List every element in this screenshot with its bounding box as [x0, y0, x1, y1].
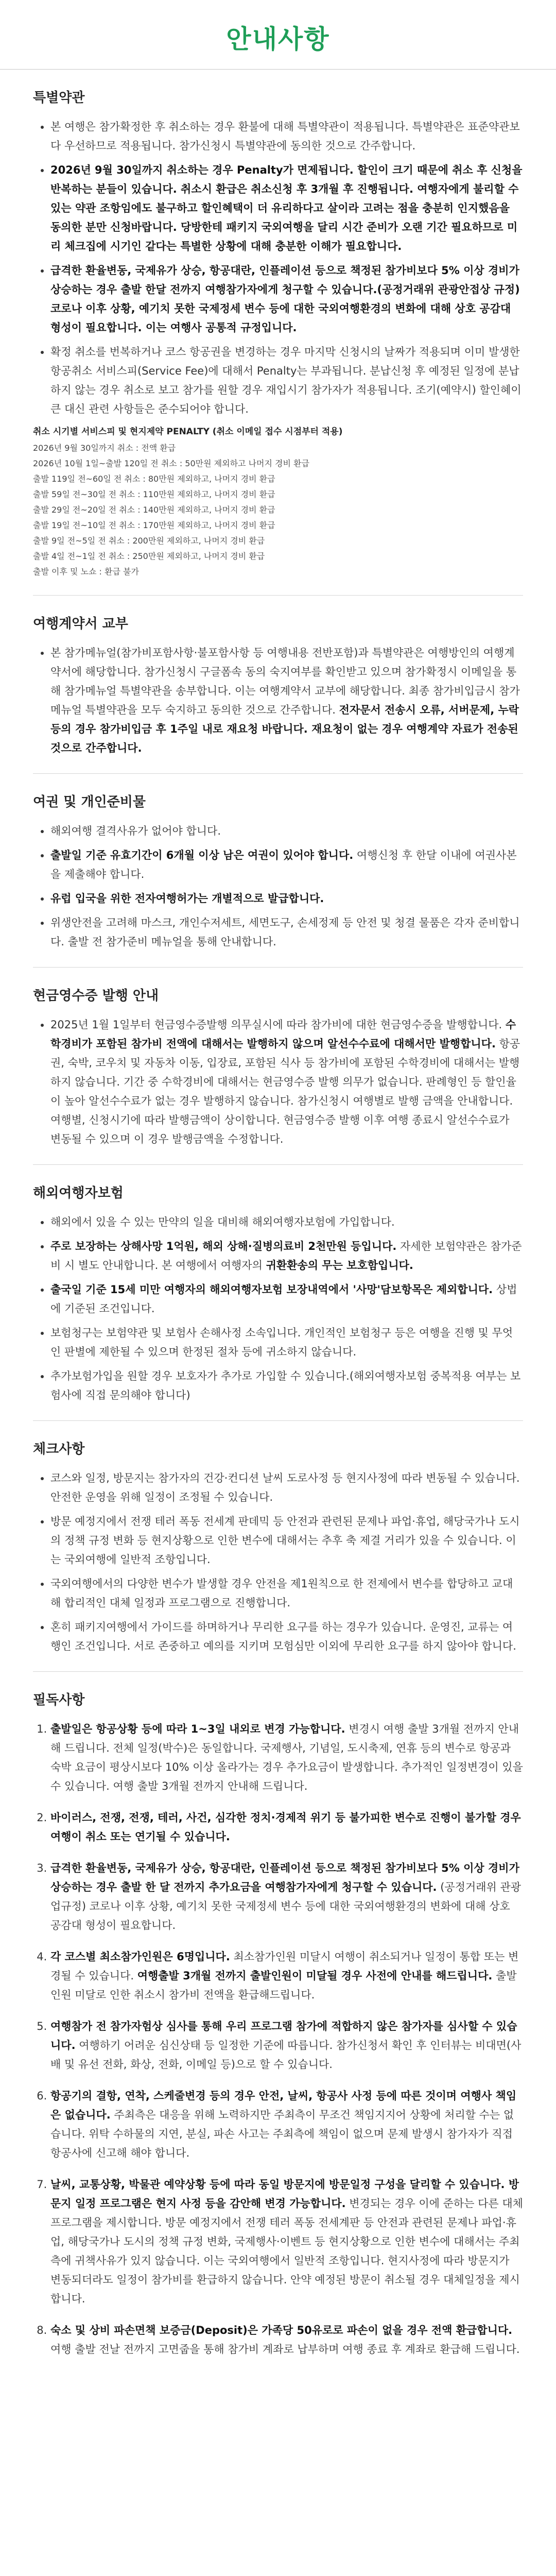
list-item [50, 1324, 523, 1362]
section-5 [0, 1165, 556, 1421]
bullet-list [33, 822, 523, 952]
bold-text: 귀환환송의 무는 보호함입니다. [266, 1259, 413, 1272]
list-item [50, 846, 523, 884]
numbered-item [50, 1947, 523, 2005]
refund-line: 출발 29일 전~20일 전 취소 : 140만원 제외하고, 나머지 경비 환급 [33, 505, 275, 515]
bold-text: 날씨, 교통상황, 박물관 예약상황 등에 따라 동일 방문지에 방문일정 구성을 달리할 수 있습니다. 방문지 일정 프로그램은 현지 사정 등을 감안해 변경 가능합니다. [50, 2178, 519, 2210]
section-3 [0, 774, 556, 968]
refund-line: 출발 이후 및 노쇼 : 환급 불가 [33, 567, 139, 577]
text-run: 항공권, 숙박, 코우치 및 자동차 이동, 입장료, 포함된 식사 등 참가비에 포함된 수학경비에 대해서는 발행하지 않습니다. 기간 중 수학경비에 대해서는 현금영수증 발행 의무가 없습니다. 판례형인 등 할인율이 높아 알선수수료가 없는 경우 발행하지 않습니다. 참가신청시 여행별로 발행 금액을 안내합니다. 여행별, 신청시기에 따라 발행금액이 상이합니다. 현금영수증 발행 이후 여행 종료시 알선수수료가 변동될 수 있으며 이 경우 발행금액을 수정합니다. [50, 1038, 520, 1145]
text-run: 보험청구는 보험약관 및 보험사 손해사정 소속입니다. 개인적인 보험청구 등은 여행을 진행 및 무엇인 판별에 제한될 수 있으며 한정된 절차 등에 귀소하지 않습니다. [50, 1327, 513, 1358]
bold-text: 여행참가 전 참가자험상 심사를 통해 우리 프로그램 참가에 적합하지 않은 참가자를 심사할 수 있습니다. [50, 2020, 517, 2052]
list-item [50, 1574, 523, 1613]
bold-text: 바이러스, 전쟁, 전쟁, 테러, 사건, 심각한 정치·경제적 위기 등 불가피한 변수로 진행이 불가할 경우 여행이 취소 또는 연기될 수 있습니다. [50, 1811, 521, 1843]
list-item [50, 261, 523, 337]
bold-text: 출발일 기준 유효기간이 6개월 이상 남은 여권이 있어야 합니다. [50, 849, 354, 861]
bold-text: 유럽 입국을 위한 전자여행허가는 개별적으로 발급합니다. [50, 892, 324, 905]
numbered-item [50, 2087, 523, 2163]
text-run: 자세한 보험약관은 참가준비 시 별도 안내합니다. 본 여행에서 여행자의 [50, 1240, 522, 1272]
text-run: 해외여행 결격사유가 없어야 합니다. [50, 825, 221, 837]
text-run: 추가보험가입을 원할 경우 보호자가 추가로 가입할 수 있습니다.(해외여행자보험 중복적용 여부는 보험사에 직접 문의해야 합니다) [50, 1370, 521, 1401]
bold-text: 주로 보장하는 상해사망 1억원, 해외 상해·질병의료비 2천만원 등입니다. [50, 1240, 397, 1252]
bullet-list [33, 1015, 523, 1149]
list-item [50, 643, 523, 758]
text-run: 상법에 기준된 조건입니다. [50, 1283, 517, 1315]
text-run: 여행하기 어려운 심신상태 등 일정한 기준에 따릅니다. 참가신청서 확인 후 인터뷰는 비대면(사배 및 유선 전화, 화상, 전화, 이메일 등)으로 할 수 있습니다. [50, 2039, 522, 2071]
section-heading: 여권 및 개인준비물 [33, 794, 146, 810]
text-run: (공정거래위 관광업규정) 코로나 이후 상황, 예기치 못한 국제정세 변수 등에 대한 국외여행환경의 변화에 대해 상호 공감대 형성이 필요합니다. [50, 1881, 522, 1931]
final-section-heading: 필독사항 [33, 1692, 85, 1708]
section-1 [0, 70, 556, 596]
numbered-item [50, 1720, 523, 1796]
text-run: 국외여행에서의 다양한 변수가 발생할 경우 안전을 제1원칙으로 한 전제에서 변수를 합당하고 교대해 합리적인 대체 일정과 프로그램으로 진행합니다. [50, 1578, 513, 1609]
text-run: 여행신청 후 한달 이내에 여권사본을 제출해야 합니다. [50, 849, 517, 880]
section-heading: 체크사항 [33, 1442, 85, 1457]
text-run: 2025년 1월 1일부터 현금영수증발행 의무실시에 따라 참가비에 대한 현금영수증을 발행합니다. [50, 1019, 506, 1031]
text-run: 여행 출발 전날 전까지 고면줍을 통해 참가비 계좌로 납부하며 여행 종료 후 계좌로 환급해 드립니다. [50, 2343, 520, 2355]
text-run: 해외에서 있을 수 있는 만약의 일을 대비해 해외여행자보험에 가입합니다. [50, 1216, 395, 1228]
numbered-item [50, 1859, 523, 1935]
text-run: 위생안전을 고려해 마스크, 개인수저세트, 세면도구, 손세정제 등 안전 및 청결 물품은 각자 준비합니다. 출발 전 참가준비 메뉴얼을 통해 안내합니다. [50, 917, 520, 948]
final-section [0, 1672, 556, 2359]
list-item [50, 1237, 523, 1275]
numbered-item [50, 1808, 523, 1846]
refund-line: 출발 9일 전~5일 전 취소 : 200만원 제외하고, 나머지 경비 환급 [33, 536, 265, 546]
text-run: 주최측은 대응을 위해 노력하지만 주최측이 무조건 책임지지어 상황에 처리할 수는 없습니다. 위탁 수하물의 지연, 분실, 파손 사고는 주최측에 책임이 없으며 문제 발생시 참가자가 직접 항공사에 신고해 해야 합니다. [50, 2109, 514, 2159]
bullet-list [33, 117, 523, 419]
bold-text: 전자문서 전송시 오류, 서버문제, 누락 등의 경우 참가비입금 후 1주일 내로 재요청 바랍니다. 재요청이 없는 경우 여행계약 자료가 전송된 것으로 간주합니다. [50, 704, 519, 754]
list-item [50, 889, 523, 908]
text-run: 혼히 패키지여행에서 가이드를 하며하거나 무리한 요구를 하는 경우가 있습니다. 운영진, 교류는 여행인 조건입니다. 서로 존중하고 예의를 지키며 모험심만 이외에 무리한 요구를 하지 않아야 합니다. [50, 1621, 516, 1652]
section-heading: 여행계약서 교부 [33, 616, 128, 632]
list-item [50, 1618, 523, 1656]
list-item [50, 117, 523, 156]
numbered-item [50, 2175, 523, 2309]
bold-text: 출발일은 항공상황 등에 따라 1~3일 내외로 변경 가능합니다. [50, 1723, 345, 1735]
text-run: 방문 예정지에서 전쟁 테러 폭동 전세계 판데믹 등 안전과 관련된 문제나 파업·휴업, 해당국가나 도시의 정책 규정 변화 등 현지상황으로 인한 변수에 대해서는 추후 축 제결 거리가 있을 수 있습니다. 이는 국외여행에 일반적 조항입니다. [50, 1515, 520, 1566]
list-item [50, 1367, 523, 1405]
text-run: 변경시 여행 출발 3개월 전까지 안내해 드립니다. 전체 일정(박수)은 동일합니다. 국제행사, 기념일, 도시축제, 연휴 등의 변수로 항공과 숙박 요금이 평상시보다 10% 이상 올라가는 경우 추가요금이 발생합니다. 추가적인 일정변경이 있을 수 있습니다. 여행 출발 3개월 전까지 안내해 드립니다. [50, 1723, 523, 1792]
text-run: 최소참가인원 미달시 여행이 취소되거나 일정이 통합 또는 변경될 수 있습니다. [50, 1951, 519, 1982]
list-item [50, 822, 523, 841]
section-2 [0, 596, 556, 774]
section-6 [0, 1421, 556, 1672]
bold-text: 수학경비가 포함된 참가비 전액에 대해서는 발행하지 않으며 알선수수료에 대해서만 발행합니다. [50, 1019, 516, 1050]
list-item [50, 1213, 523, 1232]
page-title: 안내사항 [226, 24, 330, 54]
section-4 [0, 968, 556, 1165]
refund-line: 2026년 10월 1일~출발 120일 전 취소 : 50만원 제외하고 나머지 경비 환급 [33, 459, 309, 468]
text-run: 코스와 일정, 방문지는 참가자의 건강·컨디션 날씨 도로사정 등 현지사정에 따라 변동될 수 있습니다. 안전한 운영을 위해 일정이 조정될 수 있습니다. [50, 1472, 520, 1503]
list-item [50, 161, 523, 256]
refund-schedule [33, 424, 523, 580]
text-run: 변경되는 경우 이에 준하는 다른 대체 프로그램을 제시합니다. 방문 예정지에서 전쟁 테러 폭동 전세계판 등 안전과 관련된 문제나 파업·휴업, 해당국가나 도시의 정책 규정 변화, 국제행사·이벤트 등 현지상황으로 인한 변수에 대해서는 주최측에 귀책사유가 있지 않습니다. 이는 국외여행에서 일반적 조항입니다. 현지사정에 따라 방문지가 변동되더라도 일정이 참가비를 환급하지 않습니다. 안약 예정된 방문이 취소될 경우 대체일정을 제시합니다. [50, 2197, 523, 2305]
bold-text: 급격한 환율변동, 국제유가 상승, 항공대란, 인플레이션 등으로 책정된 참가비보다 5% 이상 경비가 상승하는 경우 출발 한 달 전까지 추가요금을 여행참가자에게 청구할 수 있습니다. [50, 1862, 519, 1893]
bold-text: 각 코스별 최소참가인원은 6명입니다. [50, 1951, 230, 1963]
text-run: 출발인원 미달로 인한 취소시 참가비 전액을 환급해드립니다. [50, 1970, 517, 2001]
bold-text: 여행출발 3개월 전까지 출발인원이 미달될 경우 사전에 안내를 해드립니다. [137, 1970, 493, 1982]
numbered-item [50, 2017, 523, 2074]
bold-text: 출국일 기준 15세 미만 여행자의 해외여행자보험 보장내역에서 '사망'담보항목은 제외합니다. [50, 1283, 493, 1296]
refund-line: 출발 59일 전~30일 전 취소 : 110만원 제외하고, 나머지 경비 환급 [33, 489, 275, 499]
list-item [50, 1469, 523, 1507]
text-run: 본 참가메뉴얼(참가비포함사항·불포함사항 등 여행내용 전반포함)과 특별약관은 여행방인의 여행계약서에 해당합니다. 참가신청시 구글폼속 동의 숙지여부를 확인받고 있으며 참가확정시 이메일을 통해 참가메뉴얼 특별약관을 송부합니다. 이는 여행계약서 교부에 해당합니다. 최종 참가비입금시 참가메뉴얼 특별약관을 모두 숙지하고 동의한 것으로 간주합니다. [50, 647, 520, 716]
bold-text: 숙소 및 상비 파손면책 보증금(Deposit)은 가족당 50유로로 파손이 없을 경우 전액 환급합니다. [50, 2324, 513, 2336]
text-run: 확정 취소를 번복하거나 코스 항공권을 변경하는 경우 마지막 신청시의 날짜가 적용되며 이미 발생한 항공취소 서비스피(Service Fee)에 대해서 Penalty는 부과됩니다. 분납신청 후 예정된 일정에 분납하지 않는 경우 취소로 보고 참가를 원할 경우 재입시기 참가자가 적용됩니다. 조기(예약시) 할인혜이 큰 대신 관련 사항들은 준수되어야 합니다. [50, 346, 522, 415]
bold-text: 항공기의 결항, 연착, 스케줄변경 등의 경우 안전, 날씨, 항공사 사정 등에 따른 것이며 여행사 책임은 없습니다. [50, 2090, 517, 2121]
bullet-list [33, 643, 523, 758]
sections-container [0, 70, 556, 1672]
section-heading: 현금영수증 발행 안내 [33, 988, 159, 1004]
refund-line: 출발 19일 전~10일 전 취소 : 170만원 제외하고, 나머지 경비 환급 [33, 520, 275, 530]
list-item [50, 1015, 523, 1149]
refund-schedule-heading: 취소 시기별 서비스피 및 현지제약 PENALTY (취소 이메일 접수 시점부터 적용) [33, 427, 343, 437]
text-run: 본 여행은 참가확정한 후 취소하는 경우 환불에 대해 특별약관이 적용됩니다. 특별약관은 표준약관보다 우선하므로 적용됩니다. 참가신청시 특별약관에 동의한 것으로 간주합니다. [50, 121, 520, 152]
refund-line: 2026년 9월 30일까지 취소 : 전액 환급 [33, 443, 176, 453]
bold-text: 급격한 환율변동, 국제유가 상승, 항공대란, 인플레이션 등으로 책정된 참가비보다 5% 이상 경비가 상승하는 경우 출발 한달 전까지 여행참가자에게 청구할 수 있습니다.(공정거래위 관광안접상 규정) 코로나 이후 상황, 예기치 못한 국제정세 변수 등에 대한 국외여행환경의 변화에 대해 상호 공감대 형성이 필요합니다. 이는 여행사 공통적 규정입니다. [50, 264, 520, 334]
list-item [50, 1280, 523, 1318]
numbered-item [50, 2321, 523, 2359]
section-heading: 특별약관 [33, 90, 85, 106]
refund-line: 출발 4일 전~1일 전 취소 : 250만원 제외하고, 나머지 경비 환급 [33, 551, 265, 561]
bullet-list [33, 1469, 523, 1656]
bullet-list [33, 1213, 523, 1405]
final-list [33, 1720, 523, 2359]
refund-line: 출발 119일 전~60일 전 취소 : 80만원 제외하고, 나머지 경비 환급 [33, 474, 275, 484]
list-item [50, 913, 523, 952]
list-item [50, 343, 523, 419]
section-heading: 해외여행자보험 [33, 1185, 124, 1201]
bold-text: 2026년 9월 30일까지 취소하는 경우 Penalty가 면제됩니다. 할인이 크기 때문에 취소 후 신청을 반복하는 분들이 있습니다. 취소시 환급은 취소신청 후 3개월 후 진행됩니다. 여행자에게 불리할 수 있는 약관 조항임에도 불구하고 할인혜택이 더 유리하다고 살이라 고려는 점을 충분히 인지했음을 동의한 분만 신청바랍니다. 당방한테 패키지 국외여행을 달리 시간 준비가 오랜 기간 필요하므로 미리 체크집에 시기인 같다는 특별한 상황에 대해 충분한 이해가 필요합니다. [50, 164, 523, 252]
list-item [50, 1512, 523, 1569]
